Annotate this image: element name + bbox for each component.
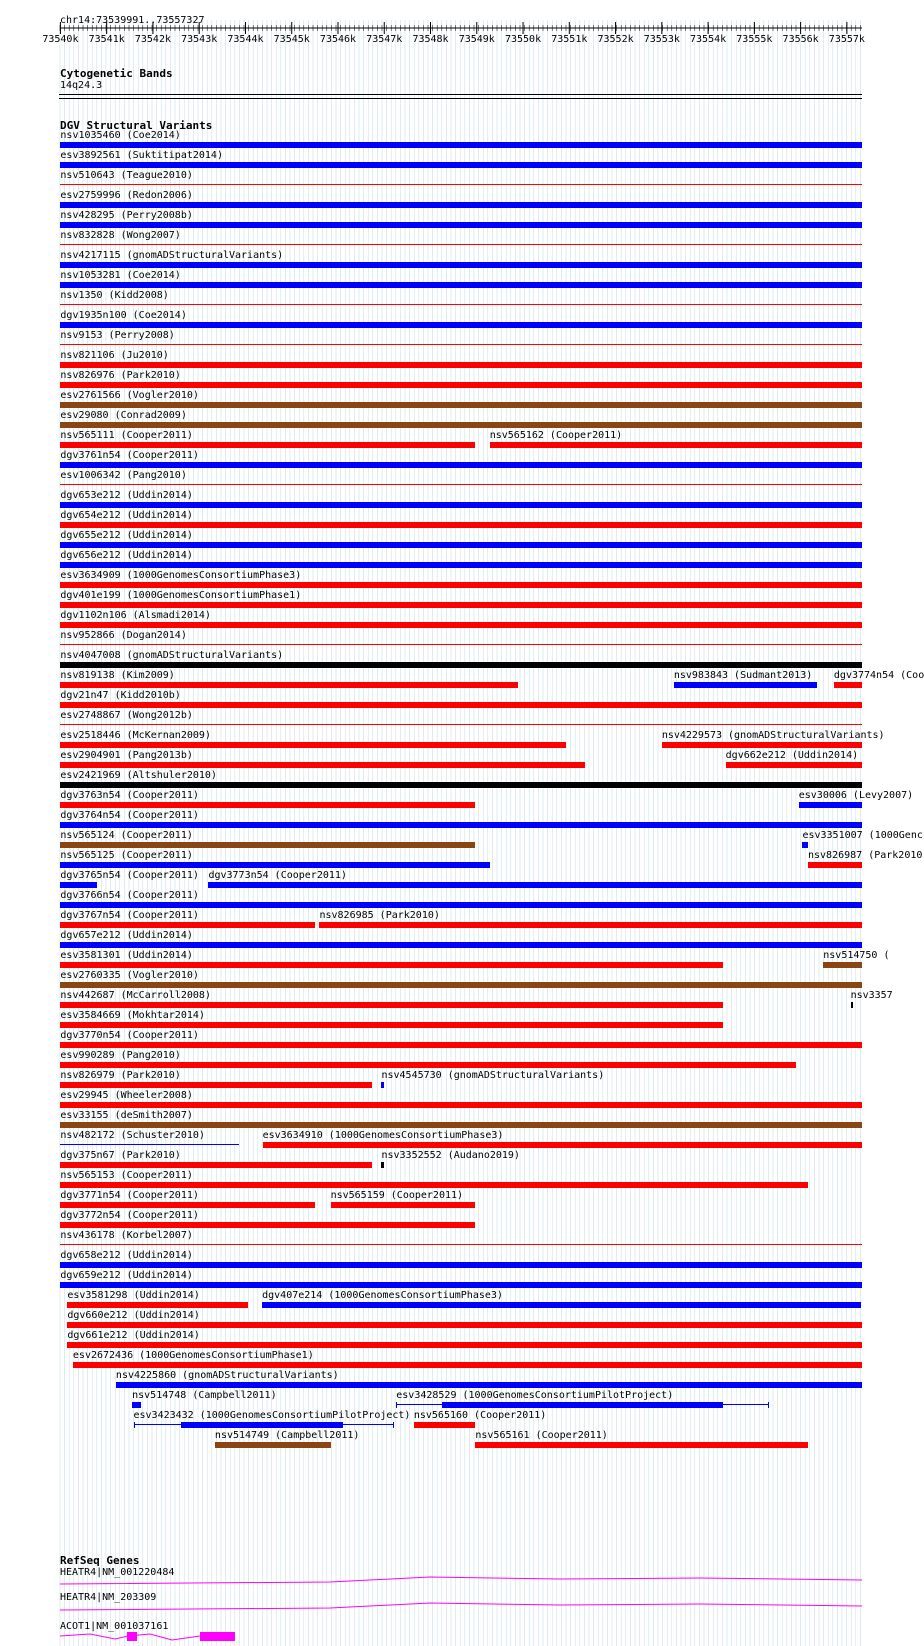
variant-label[interactable]: dgv3767n54 (Cooper2011) xyxy=(60,910,199,921)
variant-label[interactable]: dgv653e212 (Uddin2014) xyxy=(60,490,193,501)
variant-label[interactable]: nsv514749 (Campbell2011) xyxy=(214,1430,360,1441)
variant-label[interactable]: esv33155 (deSmith2007) xyxy=(60,1110,193,1121)
variant-label[interactable]: esv3351007 (1000Genc xyxy=(802,830,923,841)
variant-label[interactable]: nsv565125 (Cooper2011) xyxy=(60,850,193,861)
variant-label[interactable]: dgv659e212 (Uddin2014) xyxy=(60,1270,193,1281)
variant-label[interactable]: dgv3761n54 (Cooper2011) xyxy=(60,450,199,461)
dgv-track-title: DGV Structural Variants xyxy=(60,119,213,132)
ruler-tick-label: 73545k xyxy=(273,34,310,45)
ruler-tick-label: 73554k xyxy=(690,34,727,45)
variant-label[interactable]: esv3634909 (1000GenomesConsortiumPhase3) xyxy=(60,570,302,581)
variant-label[interactable]: nsv4545730 (gnomADStructuralVariants) xyxy=(381,1070,605,1081)
ruler-tick-label: 73547k xyxy=(366,34,403,45)
variant-label[interactable]: nsv436178 (Korbel2007) xyxy=(60,1230,193,1241)
variant-label[interactable]: nsv3357 xyxy=(850,990,893,1001)
ruler-tick-label: 73556k xyxy=(782,34,819,45)
variant-label[interactable]: dgv375n67 (Park2010) xyxy=(60,1150,181,1161)
variant-label[interactable]: nsv983843 (Sudmant2013) xyxy=(673,670,813,681)
variant-label[interactable]: nsv442687 (McCarroll2008) xyxy=(60,990,211,1001)
variant-label[interactable]: esv2421969 (Altshuler2010) xyxy=(60,770,217,781)
variant-label[interactable]: esv3892561 (Suktitipat2014) xyxy=(60,150,223,161)
variant-label[interactable]: esv3428529 (1000GenomesConsortiumPilotProject) xyxy=(396,1390,674,1401)
variant-label[interactable]: esv1006342 (Pang2010) xyxy=(60,470,187,481)
variant-label[interactable]: dgv1935n100 (Coe2014) xyxy=(60,310,187,321)
variant-label[interactable]: nsv514750 ( xyxy=(823,950,890,961)
variant-label[interactable]: nsv952866 (Dogan2014) xyxy=(60,630,187,641)
variant-label[interactable]: dgv407e214 (1000GenomesConsortiumPhase3) xyxy=(262,1290,503,1301)
gene-exon[interactable] xyxy=(200,1632,235,1641)
variant-label[interactable]: dgv657e212 (Uddin2014) xyxy=(60,930,193,941)
variant-label[interactable]: nsv565161 (Cooper2011) xyxy=(475,1430,608,1441)
variant-label[interactable]: esv2760335 (Vogler2010) xyxy=(60,970,199,981)
variant-label[interactable]: esv3423432 (1000GenomesConsortiumPilotProject) xyxy=(133,1410,411,1421)
variant-label[interactable]: dgv656e212 (Uddin2014) xyxy=(60,550,193,561)
variant-label[interactable]: nsv565124 (Cooper2011) xyxy=(60,830,193,841)
ruler-tick-label: 73541k xyxy=(88,34,125,45)
variant-label[interactable]: dgv3763n54 (Cooper2011) xyxy=(60,790,199,801)
variant-label[interactable]: esv3584669 (Mokhtar2014) xyxy=(60,1010,205,1021)
variant-label[interactable]: nsv428295 (Perry2008b) xyxy=(60,210,193,221)
variant-label[interactable]: esv3581298 (Uddin2014) xyxy=(67,1290,200,1301)
variant-label[interactable]: nsv3352552 (Audano2019) xyxy=(381,1150,520,1161)
variant-label[interactable]: dgv660e212 (Uddin2014) xyxy=(67,1310,200,1321)
variant-label[interactable]: dgv655e212 (Uddin2014) xyxy=(60,530,193,541)
refseq-genes-title: RefSeq Genes xyxy=(60,1554,140,1567)
gene-label-heatr4-nm-001220484[interactable]: HEATR4|NM_001220484 xyxy=(60,1567,175,1578)
gene-label-heatr4-nm-203309[interactable]: HEATR4|NM_203309 xyxy=(60,1592,157,1603)
variant-label[interactable]: esv2518446 (McKernan2009) xyxy=(60,730,211,741)
gene-exon[interactable] xyxy=(127,1632,137,1641)
variant-label[interactable]: nsv482172 (Schuster2010) xyxy=(60,1130,205,1141)
variant-label[interactable]: esv29945 (Wheeler2008) xyxy=(60,1090,193,1101)
variant-label[interactable]: nsv832828 (Wong2007) xyxy=(60,230,181,241)
gene-model-heatr4-nm-001220484[interactable] xyxy=(60,1577,862,1584)
ruler-tick-label: 73555k xyxy=(736,34,773,45)
ruler-tick-label: 73548k xyxy=(412,34,449,45)
variant-label[interactable]: dgv3766n54 (Cooper2011) xyxy=(60,890,199,901)
ruler-tick-label: 73550k xyxy=(504,34,542,45)
variant-label[interactable]: dgv21n47 (Kidd2010b) xyxy=(60,690,181,701)
ruler-tick-label: 73542k xyxy=(134,34,171,45)
ruler-tick-label: 73543k xyxy=(181,34,218,45)
variant-label[interactable]: esv3634910 (1000GenomesConsortiumPhase3) xyxy=(262,1130,504,1141)
variant-label[interactable]: dgv3765n54 (Cooper2011) xyxy=(60,870,199,881)
variant-label[interactable]: nsv9153 (Perry2008) xyxy=(60,330,175,341)
variant-label[interactable]: nsv1053281 (Coe2014) xyxy=(60,270,181,281)
variant-label[interactable]: dgv1102n106 (Alsmadi2014) xyxy=(60,610,211,621)
variant-label[interactable]: nsv1350 (Kidd2008) xyxy=(60,290,169,301)
variant-label[interactable]: nsv1035460 (Coe2014) xyxy=(60,130,181,141)
variant-label[interactable]: esv2748867 (Wong2012b) xyxy=(60,710,193,721)
variant-label[interactable]: nsv565159 (Cooper2011) xyxy=(330,1190,464,1201)
ruler-tick-label: 73552k xyxy=(597,34,634,45)
variant-label[interactable]: nsv826979 (Park2010) xyxy=(60,1070,181,1081)
variant-label[interactable]: esv990289 (Pang2010) xyxy=(60,1050,181,1061)
variant-label[interactable]: nsv565153 (Cooper2011) xyxy=(60,1170,193,1181)
variant-label[interactable]: esv2672436 (1000GenomesConsortiumPhase1) xyxy=(72,1350,314,1361)
variant-label[interactable]: nsv4047008 (gnomADStructuralVariants) xyxy=(60,650,284,661)
cytoband-label[interactable]: 14q24.3 xyxy=(60,80,103,91)
variant-label[interactable]: esv3581301 (Uddin2014) xyxy=(60,950,193,961)
variant-label[interactable]: esv29080 (Conrad2009) xyxy=(60,410,187,421)
variant-label[interactable]: dgv661e212 (Uddin2014) xyxy=(67,1330,200,1341)
ruler-tick-label: 73546k xyxy=(319,34,357,45)
variant-label[interactable]: esv2759996 (Redon2006) xyxy=(60,190,193,201)
variant-label[interactable]: dgv3772n54 (Cooper2011) xyxy=(60,1210,199,1221)
variant-label[interactable]: dgv3771n54 (Cooper2011) xyxy=(60,1190,199,1201)
gene-model-heatr4-nm-203309[interactable] xyxy=(60,1603,862,1610)
variant-label[interactable]: esv2761566 (Vogler2010) xyxy=(60,390,199,401)
ruler-tick-label: 73549k xyxy=(458,34,495,45)
variant-label[interactable]: nsv826987 (Park2010 xyxy=(808,850,923,861)
ruler-tick-label: 73540k xyxy=(42,34,79,45)
variant-label[interactable]: nsv826985 (Park2010) xyxy=(319,910,440,921)
variant-label[interactable]: nsv821106 (Ju2010) xyxy=(60,350,169,361)
variant-label[interactable]: nsv4229573 (gnomADStructuralVariants) xyxy=(661,730,885,741)
variant-label[interactable]: nsv514748 (Campbell2011) xyxy=(132,1390,277,1401)
variant-label[interactable]: dgv654e212 (Uddin2014) xyxy=(60,510,193,521)
cytogenetic-bands-title: Cytogenetic Bands xyxy=(60,67,173,80)
variant-label[interactable]: nsv819138 (Kim2009) xyxy=(60,670,175,681)
variant-label[interactable]: dgv3770n54 (Cooper2011) xyxy=(60,1030,199,1041)
variant-label[interactable]: nsv510643 (Teague2010) xyxy=(60,170,193,181)
variant-label[interactable]: dgv3774n54 (Coo xyxy=(833,670,924,681)
variant-label[interactable]: dgv3773n54 (Cooper2011) xyxy=(208,870,347,881)
gene-label-acot1-nm-001037161[interactable]: ACOT1|NM_001037161 xyxy=(60,1621,169,1632)
variant-label[interactable]: esv30006 (Levy2007) xyxy=(798,790,914,801)
variant-label[interactable]: nsv4225860 (gnomADStructuralVariants) xyxy=(115,1370,339,1381)
variant-label[interactable]: dgv401e199 (1000GenomesConsortiumPhase1) xyxy=(60,590,302,601)
variant-label[interactable]: nsv565160 (Cooper2011) xyxy=(413,1410,547,1421)
ruler-tick-label: 73544k xyxy=(227,34,264,45)
variant-label[interactable]: esv2904901 (Pang2013b) xyxy=(60,750,193,761)
variant-label[interactable]: dgv3764n54 (Cooper2011) xyxy=(60,810,199,821)
ruler-tick-label: 73551k xyxy=(551,34,588,45)
variant-label[interactable]: nsv565111 (Cooper2011) xyxy=(60,430,193,441)
variant-label[interactable]: nsv565162 (Cooper2011) xyxy=(489,430,623,441)
variant-label[interactable]: dgv658e212 (Uddin2014) xyxy=(60,1250,193,1261)
ruler-tick-label: 73553k xyxy=(643,34,680,45)
coordinate-range-label: chr14:73539991..73557327 xyxy=(60,15,205,26)
variant-label[interactable]: nsv826976 (Park2010) xyxy=(60,370,181,381)
variant-label[interactable]: nsv4217115 (gnomADStructuralVariants) xyxy=(60,250,284,261)
ruler-tick-label: 73557k xyxy=(828,34,865,45)
variant-label[interactable]: dgv662e212 (Uddin2014) xyxy=(725,750,859,761)
